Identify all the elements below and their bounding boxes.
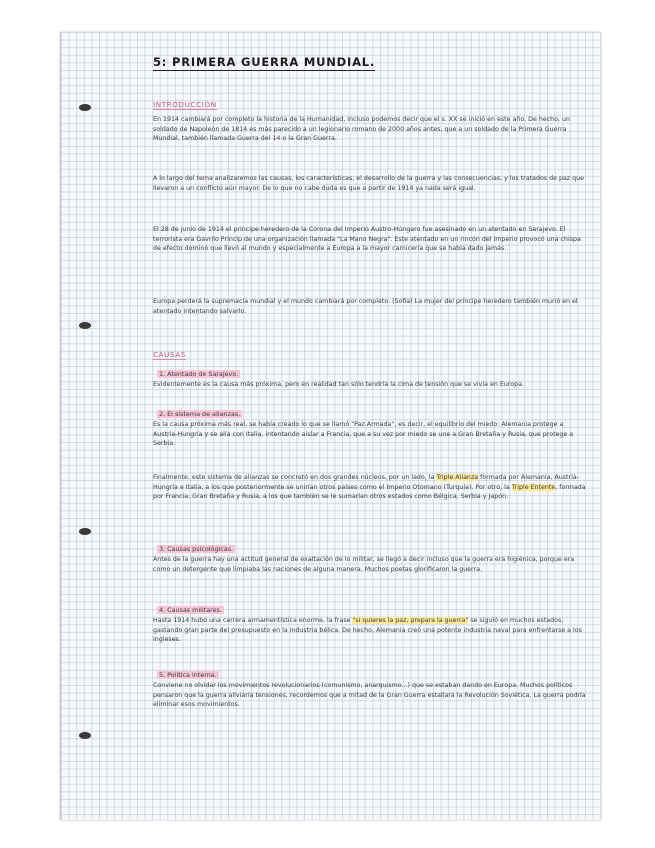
- cause-4-text-start: Hasta 1914 hubo una carrera armamentística enorme, la frase: [153, 617, 353, 624]
- cause-3-title: 3. Causas psicológicas.: [159, 545, 234, 553]
- cause-4-text: [153, 616, 589, 645]
- triple-alianza-highlight: Triple Alianza: [436, 474, 479, 481]
- cause-4-title: 4. Causas militares.: [159, 606, 222, 614]
- punch-hole: [79, 104, 91, 111]
- cause-1-text: Evidentemente es la causa más próxima, pero en realidad tan sólo tendría la cima de tensión que se vivía en Europa.: [153, 381, 524, 388]
- intro-paragraph-4: Europa perderá la supremacía mundial y el mundo cambiará por completo. (Sofía) La mujer del príncipe heredero también murió en el atentado intentando salvarlo.: [153, 298, 578, 315]
- punch-hole: [79, 732, 91, 739]
- triple-entente-highlight: Triple Entente: [511, 483, 556, 491]
- intro-paragraph-1: En 1914 cambiará por completo la historia de la Humanidad, incluso podemos decir que el s. XX se inició en este año. De hecho, un soldado de Napoleón de 1814 es más parecido a un legionario romano de 2000 años antes, que a un soldado de la Primera Guerra Mundial, también llamada Guerra del 14 o la Gran Guerra.: [153, 116, 570, 143]
- cause-1-title: 1. Atentado de Sarajevo.: [159, 370, 239, 378]
- cause-5-text: Conviene no olvidar los movimientos revolucionarios (comunismo, anarquismo...) que se estaban dando en Europa. Muchos políticos pensaron que la guerra aliviaría tensiones, recordemos que a mitad de la Gran Guerra estallará la Revolución Soviética. La guerra podría eliminar esos movimientos.: [153, 682, 586, 709]
- alliances-text-end: , formada por Francia, Gran Bretaña y Rusia, a los que también se le sumarían otros estados como Bélgica, Serbia y Japón.: [153, 483, 586, 501]
- cause-2-alliances-paragraph: [153, 473, 589, 502]
- intro-paragraph-3: El 28 de junio de 1914 el príncipe heredero de la Corona del Imperio Austro-Húngaro fue asesinado en un atentado en Sarajevo. El terrorista era Gavrilo Princip de una organización llamada "La Mano Negra". Este atentado en un rincón del imperio provocó una chispa de efecto dominó que llevó al mundo y especialmente a Europa a la mayor carnicería que se había dado jamás.: [153, 226, 581, 253]
- cause-3-text: Antes de la guerra hay una actitud general de exaltación de lo militar, se llegó a decir incluso que la guerra era higiénica, porque era como un detergente que limpiaba las naciones de alguna manera. Muchos poetas glorificaron la guerra.: [153, 556, 575, 573]
- punch-hole: [79, 528, 91, 535]
- cause-2-text: Es la causa próxima más real, se había creado lo que se llamó "Paz Armada", es decir, el equilibrio del miedo: Alemania protege a Austria-Hungría y se alía con Italia, intentando aislar a Francia, que a su vez por miedo se une a Gran Bretaña y Rusia, que protege a Serbia.: [153, 421, 574, 448]
- cause-4-text-end: se siguió en muchos estados, gastando gran parte del presupuesto en la industria bélica. De hecho, Alemania creó una potente industria naval para enfrentarse a los ingleses.: [153, 617, 582, 644]
- section-heading-causas: CAUSAS: [153, 350, 186, 359]
- alliances-text-middle: formada por Alemania, Austria-Hungría e Italia, a los que posteriormente se unirían otros países como el Imperio Otomano (Turquía). Por otro, la: [153, 474, 579, 491]
- punch-hole: [79, 322, 91, 329]
- paz-guerra-quote-highlight: "si quieres la paz, prepara la guerra": [352, 617, 469, 624]
- cause-2-title: 2. El sistema de alianzas.: [159, 410, 241, 418]
- cause-5-title: 5. Política interna.: [159, 671, 217, 679]
- notebook-page: [60, 32, 601, 820]
- alliances-text-start: Finalmente, este sistema de alianzas se concretó en dos grandes núcleos, por un lado, la: [153, 474, 437, 481]
- section-heading-introduccion: INTRODUCCIÓN: [153, 100, 217, 109]
- page-title: 5: PRIMERA GUERRA MUNDIAL.: [153, 55, 376, 69]
- intro-paragraph-2: A lo largo del tema analizaremos las causas, los características, el desarrollo de la guerra y las consecuencias, y los tratados de paz que llevaron a un conflicto aún mayor. De lo que no cabe duda es que a partir de 1914 ya nada será igual.: [153, 175, 584, 192]
